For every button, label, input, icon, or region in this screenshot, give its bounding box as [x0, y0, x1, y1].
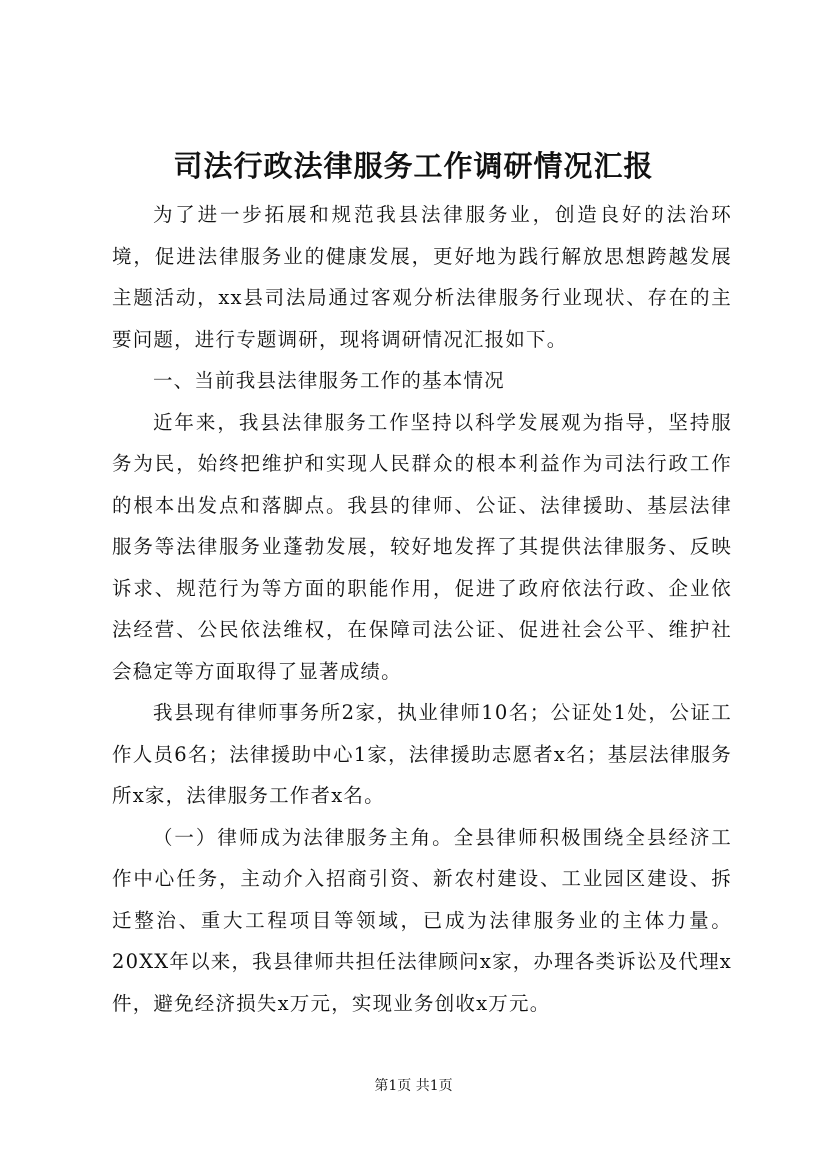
document-body	[112, 194, 732, 1024]
paragraph-statistics: 我县现有律师事务所2家，执业律师10名；公证处1处，公证工作人员6名；法律援助中心1家，法律援助志愿者x名；基层法律服务所x家，法律服务工作者x名。	[112, 701, 732, 807]
section-heading-basic-situation: 一、当前我县法律服务工作的基本情况	[152, 369, 505, 392]
paragraph-lawyers: （一）律师成为法律服务主角。全县律师积极围绕全县经济工作中心任务，主动介入招商引资、新农村建设、工业园区建设、拆迁整治、重大工程项目等领域，已成为法律服务业的主体力量。20XX年以来，我县律师共担任法律顾问x家，办理各类诉讼及代理x件，避免经济损失x万元，实现业务创收x万元。	[112, 825, 732, 1015]
paragraph-intro: 为了进一步拓展和规范我县法律服务业，创造良好的法治环境，促进法律服务业的健康发展，更好地为践行解放思想跨越发展主题活动，xx县司法局通过客观分析法律服务行业现状、存在的主要问题，进行专题调研，现将调研情况汇报如下。	[112, 203, 732, 351]
paragraph-recent-years: 近年来，我县法律服务工作坚持以科学发展观为指导，坚持服务为民，始终把维护和实现人民群众的根本利益作为司法行政工作的根本出发点和落脚点。我县的律师、公证、法律援助、基层法律服务等法律服务业蓬勃发展，较好地发挥了其提供法律服务、反映诉求、规范行为等方面的职能作用，促进了政府依法行政、企业依法经营、公民依法维权，在保障司法公证、促进社会公平、维护社会稳定等方面取得了显著成绩。	[112, 410, 732, 683]
document-title: 司法行政法律服务工作调研情况汇报	[173, 149, 654, 183]
page-number-footer: 第1页 共1页	[374, 1078, 453, 1094]
